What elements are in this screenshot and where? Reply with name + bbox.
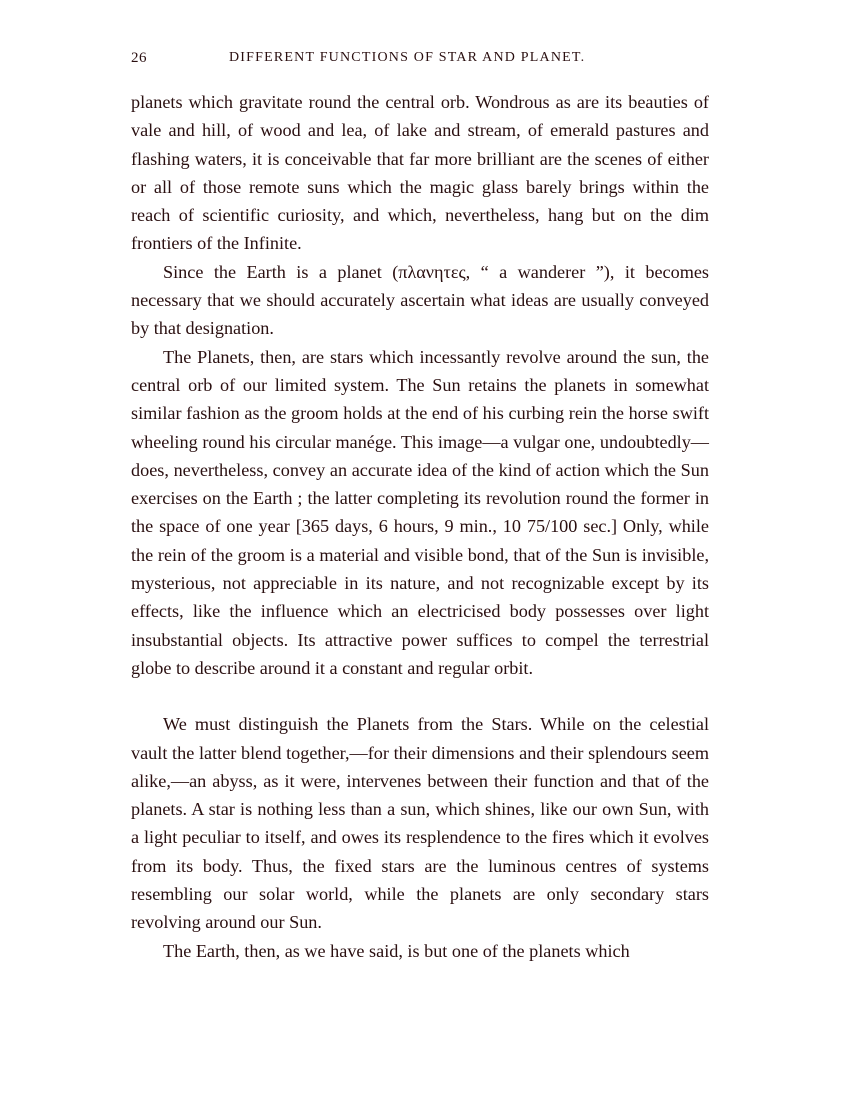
paragraph-earth-planet: Since the Earth is a planet (πλανητες, “ a wanderer ”), it becomes necessary that we should accurately ascertain what ideas are usually conveyed by that designation. (131, 261, 709, 339)
running-title: DIFFERENT FUNCTIONS OF STAR AND PLANET. (229, 50, 586, 65)
paragraph-continuation: planets which gravitate round the central orb. Wondrous as are its beauties of vale and hill, of wood and lea, of lake and stream, of emerald pastures and flashing waters, it is conceivable that far more brilliant are the scenes of either or all of those remote suns which the magic glass barely brings within the reach of scientific curiosity, and which, nevertheless, hang but on the dim frontiers of the Infinite. (131, 92, 709, 254)
paragraph-stars-vs-planets: We must distinguish the Planets from the Stars. While on the celestial vault the latter blend together,—for their dimensions and their splendours seem alike,—an abyss, as it were, intervenes between their function and that of the planets. A star is nothing less than a sun, which shines, like our own Sun, with a light peculiar to itself, and owes its resplendence to the fires which it evolves from its body. Thus, the fixed stars are the luminous centres of systems resembling our solar world, while the planets are only secondary stars revolving around our Sun. (131, 714, 709, 933)
page-header (131, 50, 709, 72)
paragraph-planets-defined: The Planets, then, are stars which incessantly revolve around the sun, the central orb of our limited system. The Sun retains the planets in somewhat similar fashion as the groom holds at the end of his curbing rein the horse swift wheeling round his circular manége. This image—a vulgar one, undoubtedly—does, nevertheless, convey an accurate idea of the kind of action which the Sun exercises on the Earth ; the latter completing its revolution round the former in the space of one year [365 days, 6 hours, 9 min., 10 75/100 sec.] Only, while the rein of the groom is a material and visible bond, that of the Sun is invisible, mysterious, not appreciable in its nature, and not recognizable except by its effects, like the influence which an electricised body possesses over light insubstantial objects. Its attractive power suffices to compel the terrestrial globe to describe around it a constant and regular orbit. (131, 346, 709, 678)
section-gap (131, 682, 709, 710)
page-body (131, 88, 709, 965)
page-number: 26 (131, 50, 147, 66)
paragraph-earth-conclusion: The Earth, then, as we have said, is but one of the planets which (163, 940, 630, 961)
